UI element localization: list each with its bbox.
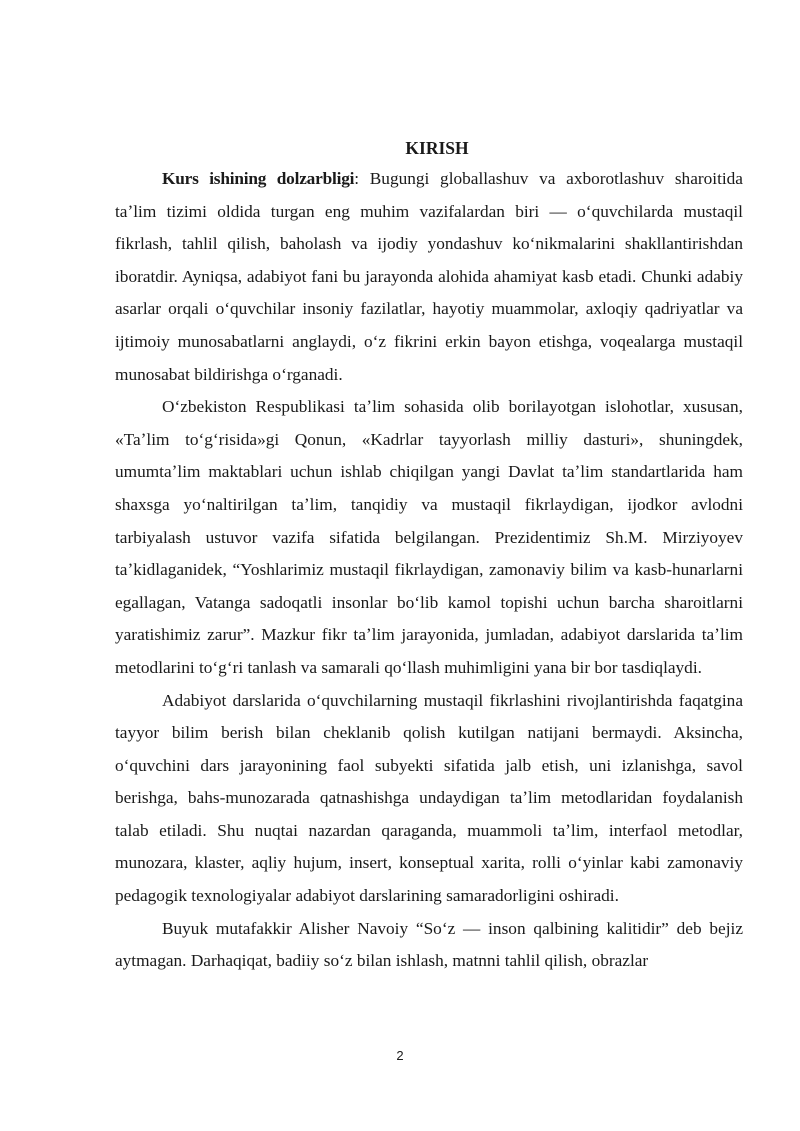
paragraph-methods: Adabiyot darslarida oʻquvchilarning mustaqil fikrlashini rivojlantirishda faqatgina tayyor bilim berish bilan cheklanib qolish kutilgan natijani bermaydi. Aksincha, oʻquvchini dars jarayonining faol subyekti sifatida jalb etish, uni izlanishga, savol berishga, bahs-munozarada qatnashishga undaydigan taʼlim metodlaridan foydalanish talab etiladi. Shu nuqtai nazardan qaraganda, muammoli taʼlim, interfaol metodlar, munozara, klaster, aqliy hujum, insert, konseptual xarita, rolli oʻyinlar kabi zamonaviy pedagogik texnologiyalar adabiyot darslarining samaradorligini oshiradi. bbox=[115, 690, 743, 906]
intro-lead-term: Kurs ishining dolzarbligi bbox=[162, 169, 355, 188]
paragraph-reforms: Oʻzbekiston Respublikasi taʼlim sohasida olib borilayotgan islohotlar, xususan, «Taʼlim toʻgʻrisida»gi Qonun, «Kadrlar tayyorlash milliy dasturi», shuningdek, umumtaʼlim maktablari uchun ishlab chiqilgan yangi Davlat taʼlim standartlarida ham shaxsga yoʻnaltirilgan taʼlim, tanqidiy va mustaqil fikrlaydigan, ijodkor avlodni tarbiyalash ustuvor vazifa sifatida belgilangan. Prezidentimiz Sh.M. Mirziyoyev taʼkidlaganidek, “Yoshlarimiz mustaqil fikrlaydigan, zamonaviy bilim va kasb-hunarlarni egallagan, Vatanga sadoqatli insonlar boʻlib kamol topishi uchun barcha sharoitlarni yaratishimiz zarur”. Mazkur fikr taʼlim jarayonida, jumladan, adabiyot darslarida taʼlim metodlarini toʻgʻri tanlash va samarali qoʻllash muhimligini yana bir bor tasdiqlaydi. bbox=[115, 397, 743, 677]
paragraph-navoiy: Buyuk mutafakkir Alisher Navoiy “Soʻz — inson qalbining kalitidir” deb bejiz aytmagan. Darhaqiqat, badiiy soʻz bilan ishlash, matnni tahlil qilish, obrazlar bbox=[115, 918, 743, 971]
section-title: KIRISH bbox=[405, 138, 469, 158]
document-body bbox=[115, 133, 743, 978]
paragraph-intro bbox=[115, 163, 743, 391]
page-number: 2 bbox=[396, 1048, 404, 1063]
intro-text: : Bugungi globallashuv va axborotlashuv sharoitida taʼlim tizimi oldida turgan eng muhim vazifalardan biri — oʻquvchilarda mustaqil fikrlash, tahlil qilish, baholash va ijodiy yondashuv koʻnikmalarini shakllantirishdan iboratdir. Ayniqsa, adabiyot fani bu jarayonda alohida ahamiyat kasb etadi. Chunki adabiy asarlar orqali oʻquvchilar insoniy fazilatlar, hayotiy muammolar, axloqiy qadriyatlar va ijtimoiy munosabatlarni anglaydi, oʻz fikrini erkin bayon etishga, voqealarga mustaqil munosabat bildirishga oʻrganadi. bbox=[115, 169, 743, 384]
